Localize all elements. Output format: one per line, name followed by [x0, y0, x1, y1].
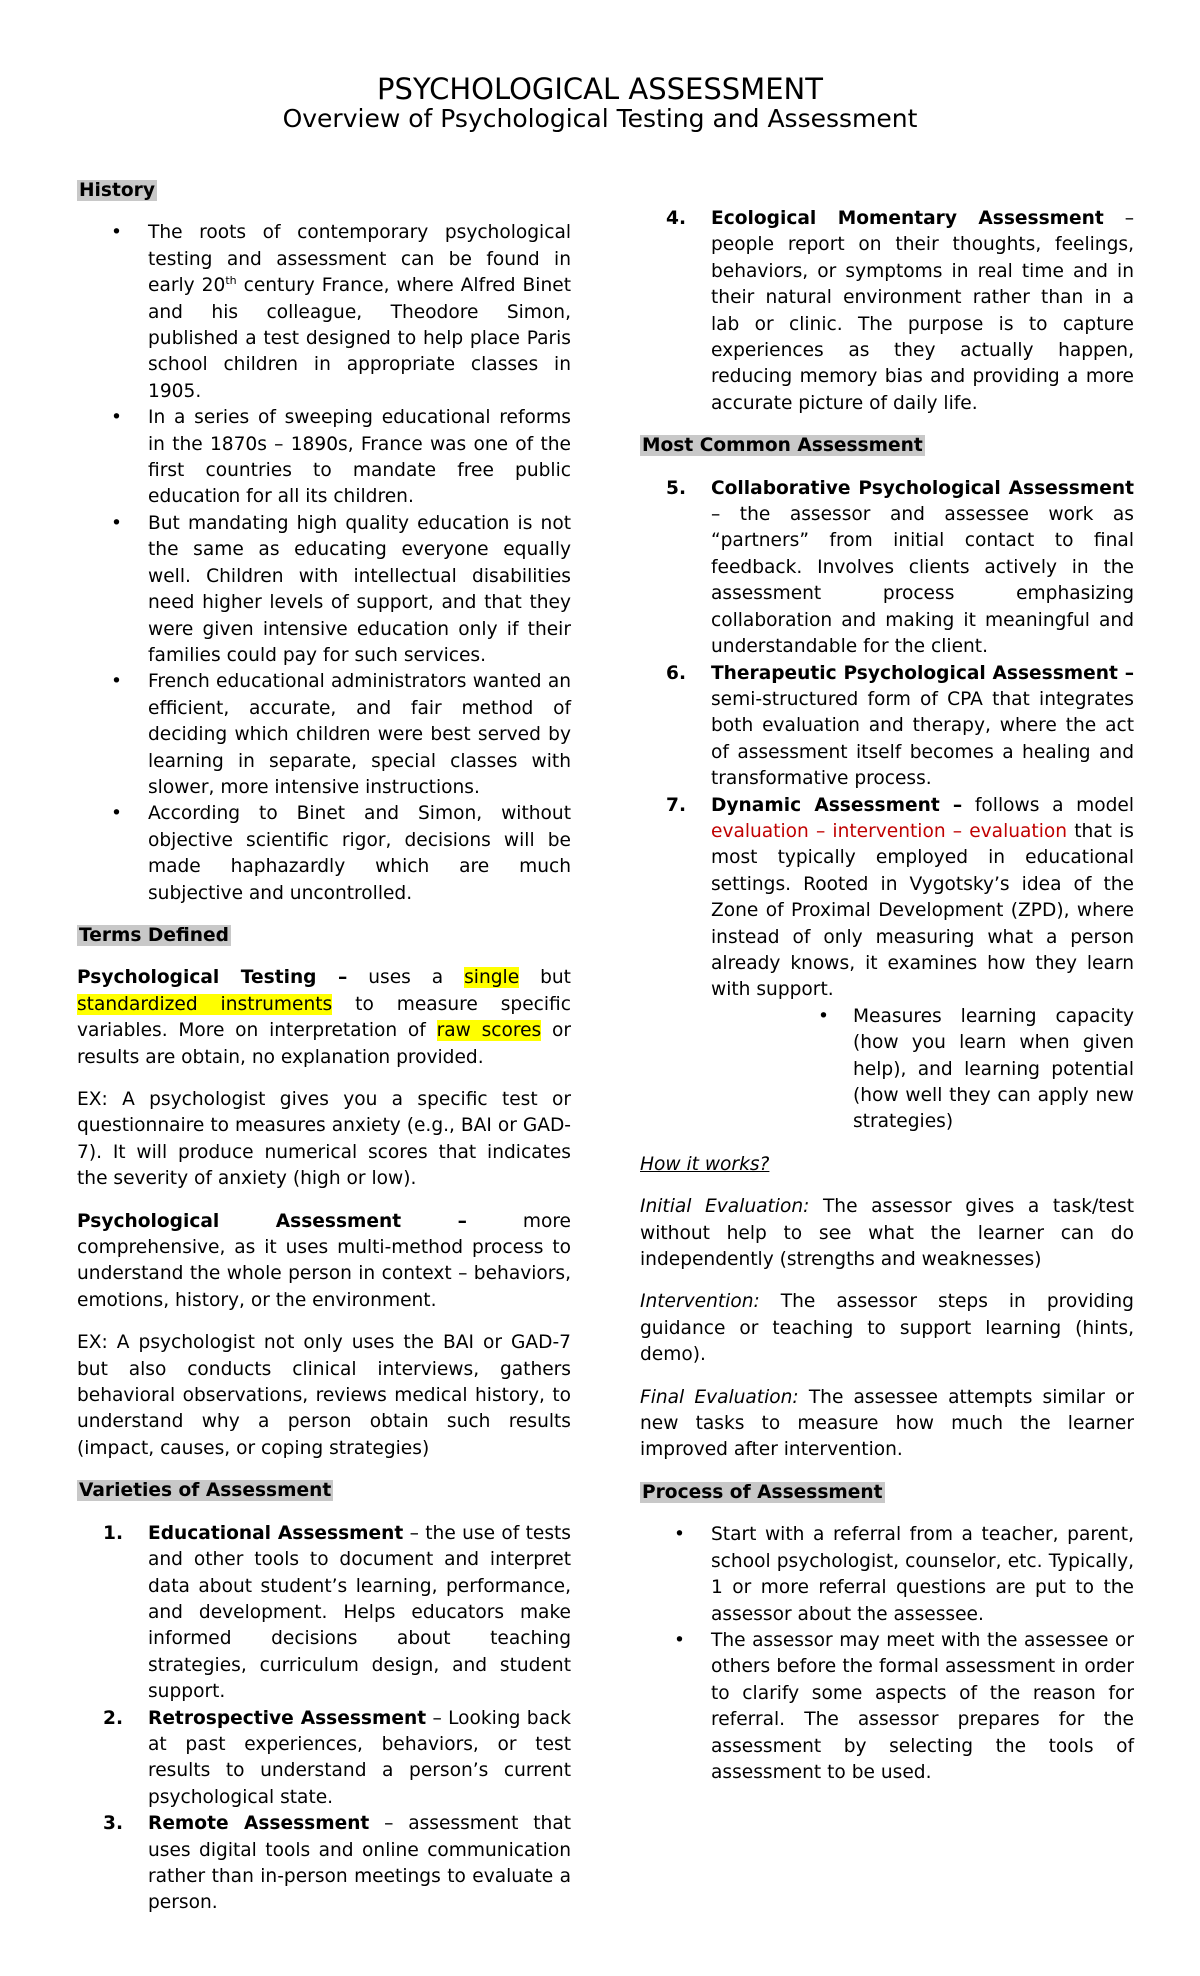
document-title: PSYCHOLOGICAL ASSESSMENT	[377, 72, 823, 106]
list-item: • In a series of sweeping educational reforms in the 1870s – 1890s, France was one of the first countries to mandate free public education for all its children.	[111, 407, 571, 508]
step-final-evaluation: Final Evaluation: The assessee attempts similar or new tasks to measure how much the learner improved after intervention.	[640, 1386, 1134, 1461]
list-item: • French educational administrators wanted an efficient, accurate, and fair method of deciding which children were best served by learning in separate, special classes with slower, more intensive instructions.	[111, 671, 571, 798]
section-heading-process: Process of Assessment	[642, 1481, 883, 1503]
list-item: • The roots of contemporary psychological testing and assessment can be found in early 20th century France, where Alfred Binet and his colleague, Theodore Simon, published a test designed to help place Paris school children in appropriate classes in 1905.	[111, 222, 571, 402]
bullet-icon: •	[674, 1629, 685, 1651]
list-item: • Start with a referral from a teacher, parent, school psychologist, counselor, etc. Typically, 1 or more referral questions are put to the assessor about the assessee.	[674, 1524, 1134, 1625]
testing-definition: Psychological Testing – uses a single but standardized instruments to measure specific variables. More on interpretation of raw scores or results are obtain, no explanation provided.	[77, 967, 571, 1068]
model-sequence: evaluation – intervention – evaluation	[711, 820, 1068, 842]
list-item: 5. Collaborative Psychological Assessment – the assessor and assessee work as “partners” from initial contact to final feedback. Involves clients actively in the assessment process emphasizing collaboration and making it meaningful and understandable for the client.	[666, 477, 1134, 658]
list-item: 2. Retrospective Assessment – Looking back at past experiences, behaviors, or test results to understand a person’s current psychological state.	[103, 1707, 571, 1808]
list-item: 3. Remote Assessment – assessment that uses digital tools and online communication rather than in-person meetings to evaluate a person.	[103, 1813, 571, 1914]
list-item: • But mandating high quality education is not the same as educating everyone equally well. Children with intellectual disabilities need higher levels of support, and that they were given intensive education only if their families could pay for such services.	[111, 512, 571, 666]
section-heading-terms: Terms Defined	[79, 924, 229, 946]
bullet-icon: •	[818, 1005, 829, 1027]
history-list	[77, 220, 571, 907]
list-item: 6. Therapeutic Psychological Assessment – semi-structured form of CPA that integrates both evaluation and therapy, where the act of assessment itself becomes a healing and transformative process.	[666, 662, 1134, 790]
assessment-definition: Psychological Assessment – more comprehensive, as it uses multi-method process to understand the whole person in context – behaviors, emotions, history, or the environment.	[77, 1210, 571, 1311]
step-intervention: Intervention: The assessor steps in providing guidance or teaching to support learning (hints, demo).	[640, 1291, 1134, 1366]
left-column	[77, 178, 571, 1917]
most-common-list	[640, 476, 1134, 1004]
document-subtitle: Overview of Psychological Testing and Assessment	[282, 104, 918, 133]
list-item: 4. Ecological Momentary Assessment – people report on their thoughts, feelings, behaviors, or symptoms in real time and in their natural environment rather than in a lab or clinic. The purpose is to capture experiences as they actually happen, reducing memory bias and providing a more accurate picture of daily life.	[666, 208, 1134, 414]
bullet-icon: •	[111, 407, 122, 429]
varieties-list	[77, 1521, 571, 1917]
varieties-list-4	[640, 206, 1134, 417]
list-item: • Measures learning capacity (how you learn when given help), and learning potential (how well they can apply new strategies)	[818, 1005, 1134, 1133]
process-list	[640, 1522, 1134, 1786]
bullet-icon: •	[111, 803, 122, 825]
right-column	[640, 134, 1134, 1786]
section-heading-history: History	[79, 180, 155, 201]
list-item: 7. Dynamic Assessment – follows a model evaluation – intervention – evaluation that is most typically employed in educational settings. Rooted in Vygotsky’s idea of the Zone of Proximal Development (ZPD), where instead of only measuring what a person already knows, it examines how they learn with support.	[666, 794, 1135, 1001]
bullet-icon: •	[111, 671, 122, 693]
assessment-example: EX: A psychologist not only uses the BAI or GAD-7 but also conducts clinical interviews, gathers behavioral observations, reviews medical history, to understand why a person obtain such results (impact, causes, or coping strategies)	[77, 1332, 571, 1459]
section-heading-varieties: Varieties of Assessment	[79, 1480, 332, 1502]
list-item: • According to Binet and Simon, without objective scientific rigor, decisions will be made haphazardly which are much subjective and uncontrolled.	[111, 803, 571, 904]
list-item: • The assessor may meet with the assessee or others before the formal assessment in order to clarify some aspects of the reason for referral. The assessor prepares for the assessment by selecting the tools of assessment to be used.	[674, 1629, 1134, 1783]
list-item: 1. Educational Assessment – the use of tests and other tools to document and interpret data about student’s learning, performance, and development. Helps educators make informed decisions about teaching strategies, curriculum design, and student support.	[103, 1522, 571, 1703]
step-initial-evaluation: Initial Evaluation: The assessor gives a task/test without help to see what the learner can do independently (strengths and weaknesses)	[640, 1196, 1135, 1271]
section-heading-most-common: Most Common Assessment	[642, 435, 923, 457]
bullet-icon: •	[111, 512, 122, 534]
dynamic-sub-list	[640, 1004, 1134, 1136]
how-it-works-heading: How it works?	[640, 1153, 770, 1175]
testing-example: EX: A psychologist gives you a specific test or questionnaire to measures anxiety (e.g., BAI or GAD-7). It will produce numerical scores that indicates the severity of anxiety (high or low).	[77, 1089, 571, 1190]
bullet-icon: •	[674, 1524, 685, 1546]
bullet-icon: •	[111, 222, 122, 244]
